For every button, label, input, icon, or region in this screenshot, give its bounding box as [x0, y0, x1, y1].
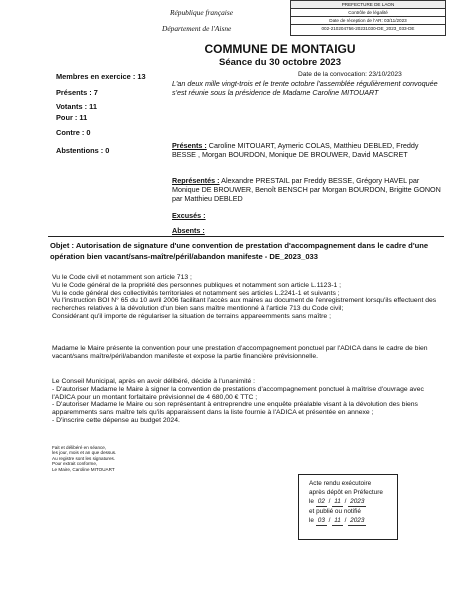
- acte-date1: le 02 / 11 / 2023: [309, 498, 365, 505]
- acte-date1-month: 11: [334, 498, 341, 505]
- page-title: COMMUNE DE MONTAIGU: [204, 42, 356, 56]
- stat-votants: Votants : 11: [56, 102, 97, 111]
- presentation-text: Madame le Maire présente la convention pour une prestation d'accompagnement ponctuel par l'ADICA dans le cadre de bien vacant/sans maître/péril/abandon manifeste et expose la partie financière prévisionnelle.: [52, 345, 428, 360]
- acte-date1-year: 2023: [350, 498, 365, 505]
- representes-label: Représentés :: [172, 176, 220, 185]
- objet-title: Objet : Autorisation de signature d'une convention de prestation d'accompagnement dans le cadre d'une opération bien vacant/sans-maître/péril/abandon manifeste - DE_2023_033: [50, 241, 429, 261]
- excuses-label: Excusés :: [172, 211, 206, 220]
- convocation-date: Date de la convocation: 23/10/2023: [298, 71, 402, 78]
- visa-item: Vu le Code civil et notamment son article 713 ;: [52, 274, 192, 281]
- acte-date1-day: 02: [317, 498, 325, 505]
- absents-label-final: Absents :: [172, 226, 205, 235]
- note-line: Au registre sont les signatures.: [52, 455, 116, 461]
- acte-executoire-box: [298, 474, 398, 540]
- note-line: Pour extrait conforme,: [52, 461, 98, 467]
- acte-date2: le 03 / 11 / 2023: [309, 517, 365, 524]
- acte-line4: et publié ou notifié: [309, 508, 361, 515]
- stamp-line-date: Date de réception de l'AR: 03/11/2023: [291, 17, 445, 25]
- stat-contre: Contre : 0: [56, 128, 91, 137]
- note-line: Fait et délibéré en séance,: [52, 445, 107, 450]
- visa-item: Vu le code général des collectivités territoriales et notamment ses articles L.2241-1 et suivants ;: [52, 289, 340, 297]
- stamp-line-prefecture: PREFECTURE DE LAON: [291, 1, 445, 9]
- acte-date2-month: 11: [334, 517, 341, 524]
- stat-presents: Présents : 7: [56, 88, 98, 97]
- presents-label: Présents :: [172, 141, 207, 150]
- intro-text: L'an deux mille vingt-trois et le trente octobre l'assemblée régulièrement convoquée s'est réunie sous la présidence de Madame Caroline MITOUART: [172, 79, 438, 97]
- decision-item: - D'inscrire cette dépense au budget 2024.: [52, 416, 180, 424]
- divider-top: [48, 236, 444, 237]
- representes-list: Alexandre PRESTAIL par Freddy BESSE, Grégory HAVEL par Monique DE BROUWER, Benoît BENSCH par Morgan BOURDON, Brigitte GONON par Matthieu DEBLED: [172, 176, 441, 203]
- representes-block: [172, 176, 444, 203]
- decision-intro: Le Conseil Municipal, après en avoir délibéré, décide à l'unanimité :: [52, 378, 256, 385]
- absents-block-final: [172, 226, 444, 235]
- visa-item: Vu le Code général de la propriété des personnes publiques et notamment son article L.1123-1 ;: [52, 281, 342, 289]
- note-line: Le Maire, Caroline MITOUART: [52, 466, 115, 472]
- stat-membres: Membres en exercice : 13: [56, 72, 146, 81]
- visa-item: Vu l'instruction BOI N° 65 du 10 avril 2006 facilitant l'accès aux maires au document de l'enregistrement lorsqu'ils effectuent des recherches relatives à la dévolution d'un bien sans maître mentionné à l'article 713 du Code civil;: [52, 297, 437, 313]
- stamp-line-ref: 002-210204756-20231030-DE_2023_033-DE: [321, 26, 415, 31]
- note-line: les jour, mois et an que dessus.: [52, 450, 117, 456]
- decision-item: - D'autoriser Madame le Maire à signer la convention de prestations d'accompagnement ponctuel à maîtrise d'ouvrage avec l'ADICA pour un montant forfaitaire prévisionnel de 4 680,00 € TTC ;: [52, 385, 424, 401]
- stamp-line-controle: Contrôle de légalité: [291, 9, 445, 17]
- stat-pour: Pour : 11: [56, 113, 88, 122]
- excuses-block: [172, 211, 444, 220]
- signature-note: [52, 445, 162, 472]
- republique-label: République française: [170, 8, 234, 17]
- acte-date2-year: 2023: [350, 517, 365, 524]
- visa-item: Considérant qu'il importe de régulariser la situation de terrains appareemments sans maître ;: [52, 312, 331, 320]
- visas-block: [52, 274, 444, 321]
- acte-line2: après dépôt en Préfecture: [309, 489, 383, 496]
- acte-line1: Acte rendu exécutoire: [309, 480, 372, 487]
- presents-block: [172, 141, 444, 159]
- decision-item: - D'autoriser Madame le Maire ou son représentant à entreprendre une enquête préalable visant à la dévolution des biens apparemments sans maître tels qu'ils apparaissent dans la liste fournie à l'ADICA et présentée en annexe ;: [52, 401, 418, 417]
- departement-label: Département de l'Aisne: [162, 24, 232, 33]
- acte-date2-day: 03: [317, 517, 325, 524]
- presents-list: Caroline MITOUART, Aymeric COLAS, Matthieu DEBLED, Freddy BESSE , Morgan BOURDON, Monique DE BROUWER, David MASCRET: [172, 141, 419, 159]
- decision-block: [52, 378, 444, 425]
- stat-abstentions: Abstentions : 0: [56, 146, 110, 155]
- seance-date: Séance du 30 octobre 2023: [219, 57, 341, 68]
- prefecture-stamp: [290, 0, 446, 36]
